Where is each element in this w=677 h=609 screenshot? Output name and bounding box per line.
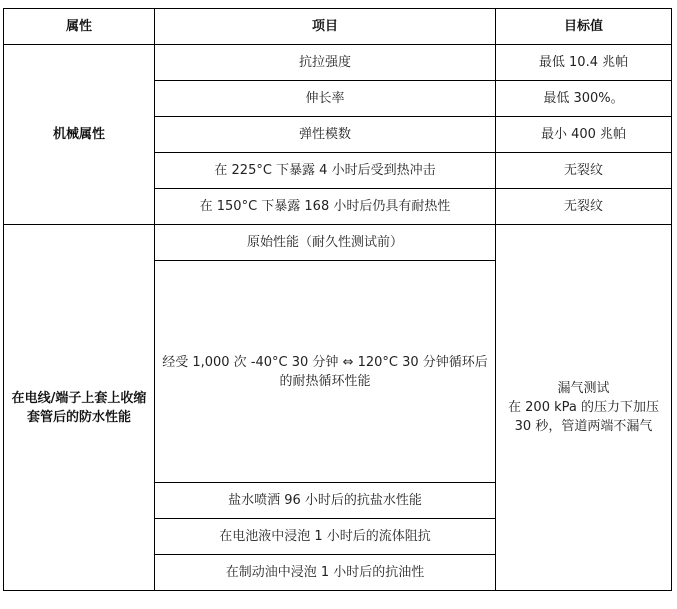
- item-cell: 弹性模数: [155, 117, 496, 153]
- item-cell: 在 225°C 下暴露 4 小时后受到热冲击: [155, 153, 496, 189]
- target-line: 在 200 kPa 的压力下加压: [508, 400, 659, 415]
- item-cell: 原始性能（耐久性测试前）: [155, 225, 496, 261]
- header-item: 项目: [155, 9, 496, 45]
- header-target: 目标值: [496, 9, 672, 45]
- header-row: [4, 9, 672, 45]
- item-cell: 在制动油中浸泡 1 小时后的抗油性: [155, 555, 496, 591]
- target-cell: 最低 10.4 兆帕: [496, 45, 672, 81]
- item-cell: 经受 1,000 次 -40°C 30 分钟 ⇔ 120°C 30 分钟循环后的耐热循环性能: [155, 261, 496, 483]
- item-cell: 在电池液中浸泡 1 小时后的流体阻抗: [155, 519, 496, 555]
- table-row: [4, 45, 672, 81]
- target-leak-test: [496, 225, 672, 591]
- target-line: 30 秒，管道两端不漏气: [514, 419, 653, 434]
- target-cell: 无裂纹: [496, 153, 672, 189]
- property-mechanical: 机械属性: [4, 45, 155, 225]
- item-cell: 盐水喷洒 96 小时后的抗盐水性能: [155, 483, 496, 519]
- target-cell: 无裂纹: [496, 189, 672, 225]
- item-cell: 抗拉强度: [155, 45, 496, 81]
- table-row: [4, 225, 672, 261]
- item-cell: 伸长率: [155, 81, 496, 117]
- target-cell: 最低 300%。: [496, 81, 672, 117]
- spec-table: [3, 8, 672, 591]
- target-cell: 最小 400 兆帕: [496, 117, 672, 153]
- property-waterproof: 在电线/端子上套上收缩套管后的防水性能: [4, 225, 155, 591]
- item-cell: 在 150°C 下暴露 168 小时后仍具有耐热性: [155, 189, 496, 225]
- header-property: 属性: [4, 9, 155, 45]
- target-line: 漏气测试: [557, 381, 610, 396]
